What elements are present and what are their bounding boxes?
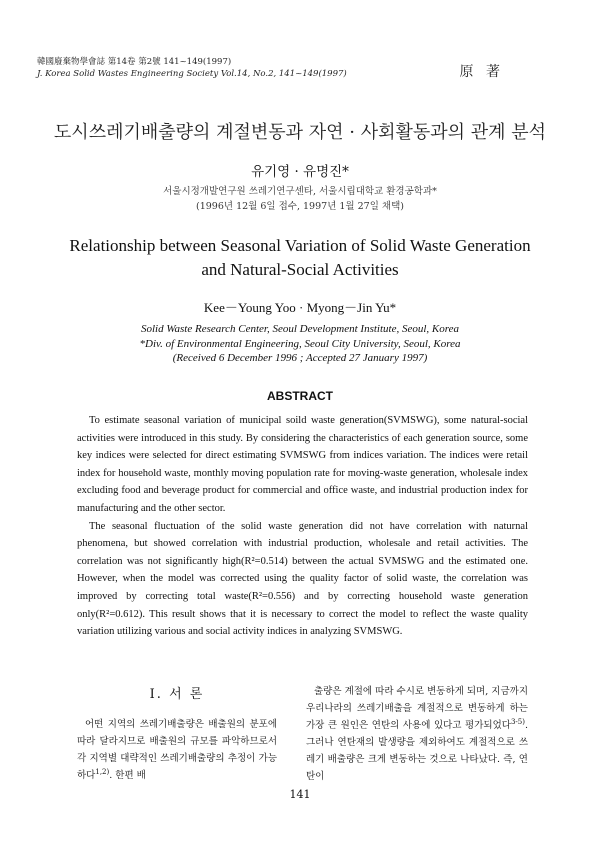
abstract-body (77, 412, 528, 641)
affiliation-korean-block (0, 184, 600, 214)
journal-citation-korean: 韓國廢棄物學會誌 第14卷 第2號 141~149(1997) (37, 57, 232, 67)
left-column (77, 683, 277, 784)
title-korean: 도시쓰레기배출량의 계절변동과 자연 · 사회활동과의 관계 분석 (53, 122, 547, 143)
left-column-citation: 1,2) (95, 767, 110, 776)
section-heading-introduction: Ⅰ. 서 론 (149, 687, 205, 702)
abstract-paragraph-2: The seasonal fluctuation of the solid waste generation did not have correlation with naturnal phenomena, but showed correlation with industrial production, wholesale and retail activities. The correlation was not significantly high(R²=0.514) between the actual SVMSWG and the estimated one. However, when the model was corrected using the quality factor of solid waste, the correlation was improved by correcting total waste(R²=0.556) and by correcting household waste generation only(R²=0.612). This result shows that it is necessary to correct the model to reflect the waste quality variation utilizing various and social activity indices in analyzing SVMSWG. (77, 520, 528, 638)
authors-korean: 유기영 · 유명진* (251, 164, 349, 180)
right-column-paragraph (306, 683, 528, 785)
article-type-badge: 原 著 (459, 64, 504, 80)
authors-english: Kee－Young Yoo · Myong－Jin Yu* (203, 300, 397, 315)
left-column-tail: . 한편 배 (109, 770, 146, 781)
received-english: (Received 6 December 1996 ; Accepted 27 January 1997) (172, 352, 428, 364)
affiliation-english-1: Solid Waste Research Center, Seoul Development Institute, Seoul, Korea (140, 323, 460, 335)
right-column (306, 683, 528, 785)
affiliation-english-block (0, 322, 600, 366)
abstract-heading: ABSTRACT (267, 389, 333, 403)
received-korean: (1996년 12월 6일 접수, 1997년 1월 27일 채택) (196, 201, 404, 212)
abstract-paragraph-1: To estimate seasonal variation of municipal soild waste generation(SVMSWG), some natural-social activities were introduced in this study. By considering the characteristics of each generation source, some key indices were selected for direct estimating SVMSWG from indices variation. The indices were retail index for household waste, monthly moving population rate for moving-waste generation, wholesale index excluding food and beverage product for commercial and office waste, and industrial production index for manufacturing and the other sector. (77, 415, 528, 514)
title-english (0, 234, 600, 282)
right-column-text-b: . 그러나 연탄재의 발생량을 제외하여도 계절적으로 쓰레기 배출량은 크게 변동하는 것으로 나타났다. 즉, 연탄이 (306, 720, 528, 782)
left-column-text: 어떤 지역의 쓰레기배출량은 배출원의 분포에 따라 달라지므로 배출원의 규모를 파악하므로서 각 지역별 대략적인 쓰레기배출량의 추정이 가능하다 (77, 719, 277, 781)
affiliation-korean: 서울시정개발연구원 쓰레기연구센타, 서울시립대학교 환경공학과* (163, 186, 437, 197)
right-column-text-a: 출량은 계절에 따라 수시로 변동하게 되며, 지금까지 우리나라의 쓰레기배출을 계절적으로 변동하게 하는 가장 큰 원인은 연탄의 사용에 있다고 평가되었다 (306, 686, 528, 731)
page-number: 141 (289, 788, 311, 801)
left-column-paragraph (77, 716, 277, 784)
journal-citation (37, 56, 347, 80)
affiliation-english-2: *Div. of Environmental Engineering, Seoul City University, Seoul, Korea (139, 337, 461, 350)
title-english-line1: Relationship between Seasonal Variation of Solid Waste Generation (69, 236, 531, 255)
title-english-line2: and Natural-Social Activities (201, 260, 399, 279)
right-column-citation: 3-5) (510, 717, 525, 726)
journal-citation-english: J. Korea Solid Wastes Engineering Society Vol.14, No.2, 141~149(1997) (37, 69, 347, 79)
